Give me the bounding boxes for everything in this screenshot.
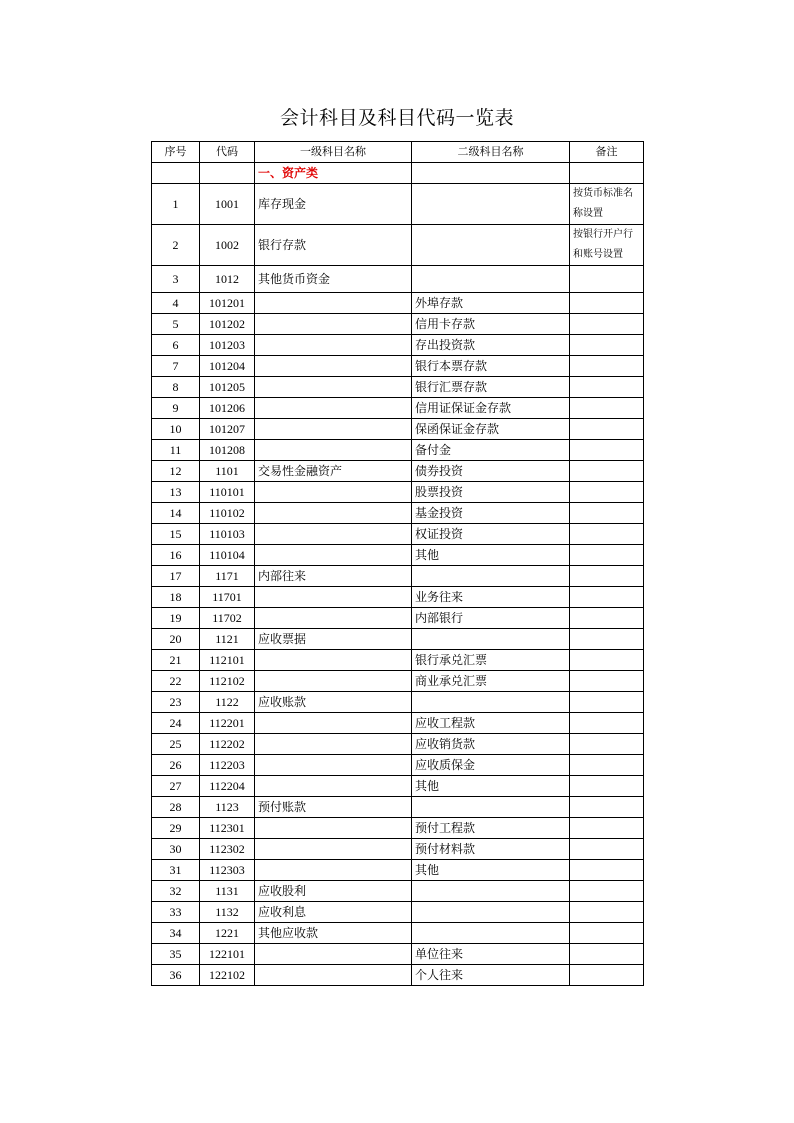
cell-level2: 应收销货款 [412,734,570,755]
cell-level1 [255,734,412,755]
cell-level2: 银行承兑汇票 [412,650,570,671]
cell-level2: 债券投资 [412,461,570,482]
cell-note [570,419,644,440]
cell-note [570,398,644,419]
cell-note: 按银行开户行和账号设置 [570,225,644,266]
cell-note [570,713,644,734]
cell-code: 112303 [200,860,255,881]
cell-code: 110104 [200,545,255,566]
cell-level2: 预付材料款 [412,839,570,860]
table-row [152,545,644,566]
cell-note [570,566,644,587]
table-row [152,755,644,776]
cell-note [570,163,644,184]
cell-code: 112204 [200,776,255,797]
table-row [152,671,644,692]
table-row [152,776,644,797]
cell-serial: 13 [152,482,200,503]
table-row [152,608,644,629]
cell-code: 1123 [200,797,255,818]
header-level2: 二级科目名称 [412,142,570,163]
cell-level2: 内部银行 [412,608,570,629]
cell-level2: 单位往来 [412,944,570,965]
cell-serial: 28 [152,797,200,818]
cell-code: 1001 [200,184,255,225]
cell-note [570,692,644,713]
table-row [152,398,644,419]
table-row [152,461,644,482]
cell-code: 101202 [200,314,255,335]
cell-level1: 库存现金 [255,184,412,225]
cell-level2: 银行汇票存款 [412,377,570,398]
cell-serial: 3 [152,266,200,293]
cell-code: 11701 [200,587,255,608]
table-row [152,881,644,902]
cell-serial: 18 [152,587,200,608]
table-row [152,650,644,671]
table-row [152,503,644,524]
cell-code: 122102 [200,965,255,986]
cell-level1: 应收股利 [255,881,412,902]
cell-level1 [255,671,412,692]
cell-level2: 其他 [412,776,570,797]
cell-note [570,776,644,797]
cell-serial: 16 [152,545,200,566]
cell-code: 1131 [200,881,255,902]
cell-code: 101203 [200,335,255,356]
cell-code: 112101 [200,650,255,671]
cell-level2 [412,629,570,650]
cell-level2: 商业承兑汇票 [412,671,570,692]
cell-note [570,293,644,314]
cell-serial: 2 [152,225,200,266]
cell-serial: 4 [152,293,200,314]
cell-serial: 25 [152,734,200,755]
cell-note [570,356,644,377]
cell-level2: 业务往来 [412,587,570,608]
cell-serial: 10 [152,419,200,440]
table-row [152,184,644,225]
section-label: 一、资产类 [255,163,412,184]
cell-serial: 33 [152,902,200,923]
cell-code: 1012 [200,266,255,293]
table-row [152,965,644,986]
cell-code: 101204 [200,356,255,377]
cell-level2: 应收质保金 [412,755,570,776]
cell-level1 [255,755,412,776]
cell-level2: 其他 [412,545,570,566]
cell-serial: 7 [152,356,200,377]
header-code: 代码 [200,142,255,163]
cell-note [570,650,644,671]
cell-level2 [412,881,570,902]
header-level1: 一级科目名称 [255,142,412,163]
cell-level1 [255,545,412,566]
cell-code: 101205 [200,377,255,398]
cell-serial: 29 [152,818,200,839]
cell-level1 [255,356,412,377]
cell-level1 [255,503,412,524]
cell-note [570,734,644,755]
cell-code: 112102 [200,671,255,692]
cell-serial: 6 [152,335,200,356]
cell-code: 1122 [200,692,255,713]
cell-code: 112301 [200,818,255,839]
cell-level1 [255,818,412,839]
cell-level2: 预付工程款 [412,818,570,839]
cell-level1: 预付账款 [255,797,412,818]
table-row [152,566,644,587]
table-row [152,377,644,398]
cell-code: 112302 [200,839,255,860]
cell-code: 110102 [200,503,255,524]
cell-level1 [255,839,412,860]
cell-serial: 35 [152,944,200,965]
table-row [152,266,644,293]
cell-code: 112202 [200,734,255,755]
cell-serial: 34 [152,923,200,944]
cell-note [570,377,644,398]
cell-level1 [255,377,412,398]
cell-serial: 8 [152,377,200,398]
cell-level2 [412,163,570,184]
cell-note [570,923,644,944]
cell-note [570,440,644,461]
cell-level2: 个人往来 [412,965,570,986]
cell-level1: 应收票据 [255,629,412,650]
cell-serial: 32 [152,881,200,902]
cell-level1 [255,524,412,545]
cell-serial: 1 [152,184,200,225]
cell-level1: 其他货币资金 [255,266,412,293]
cell-serial: 31 [152,860,200,881]
cell-level1 [255,398,412,419]
cell-level2: 基金投资 [412,503,570,524]
cell-level1 [255,314,412,335]
cell-note [570,797,644,818]
table-row [152,482,644,503]
cell-level1: 应收账款 [255,692,412,713]
account-code-table [151,141,644,986]
cell-serial: 12 [152,461,200,482]
cell-note [570,482,644,503]
cell-code: 1002 [200,225,255,266]
cell-level2: 备付金 [412,440,570,461]
cell-level1 [255,965,412,986]
cell-level2: 外埠存款 [412,293,570,314]
cell-serial: 5 [152,314,200,335]
cell-level2 [412,566,570,587]
cell-serial: 30 [152,839,200,860]
cell-level2 [412,797,570,818]
cell-serial: 11 [152,440,200,461]
cell-note [570,587,644,608]
cell-note [570,839,644,860]
table-row [152,524,644,545]
cell-note [570,524,644,545]
table-row [152,923,644,944]
cell-level1: 其他应收款 [255,923,412,944]
cell-note: 按货币标准名称设置 [570,184,644,225]
cell-serial: 19 [152,608,200,629]
cell-code: 101207 [200,419,255,440]
cell-level2 [412,266,570,293]
cell-level1: 内部往来 [255,566,412,587]
table-header-row [152,142,644,163]
cell-level1 [255,776,412,797]
cell-level2 [412,184,570,225]
cell-level2: 股票投资 [412,482,570,503]
cell-level1 [255,293,412,314]
cell-serial: 17 [152,566,200,587]
cell-level2 [412,692,570,713]
table-row [152,860,644,881]
cell-code: 101201 [200,293,255,314]
table-row [152,335,644,356]
table-row [152,629,644,650]
cell-note [570,266,644,293]
cell-level1 [255,860,412,881]
cell-code: 1121 [200,629,255,650]
cell-level1 [255,608,412,629]
cell-note [570,944,644,965]
section-row [152,163,644,184]
cell-serial: 22 [152,671,200,692]
cell-level2 [412,902,570,923]
cell-code: 101208 [200,440,255,461]
cell-note [570,671,644,692]
cell-code: 1101 [200,461,255,482]
cell-level1 [255,713,412,734]
cell-note [570,608,644,629]
cell-level2: 信用证保证金存款 [412,398,570,419]
cell-level1 [255,482,412,503]
table-row [152,818,644,839]
table-row [152,944,644,965]
cell-level2: 权证投资 [412,524,570,545]
cell-level2 [412,923,570,944]
cell-code: 122101 [200,944,255,965]
cell-note [570,818,644,839]
cell-level1 [255,944,412,965]
header-serial: 序号 [152,142,200,163]
table-row [152,797,644,818]
cell-serial: 21 [152,650,200,671]
table-row [152,692,644,713]
cell-level1: 交易性金融资产 [255,461,412,482]
table-row [152,293,644,314]
cell-level1 [255,419,412,440]
cell-level2: 应收工程款 [412,713,570,734]
cell-level1 [255,440,412,461]
cell-level1: 银行存款 [255,225,412,266]
cell-note [570,755,644,776]
cell-code: 112203 [200,755,255,776]
cell-serial: 14 [152,503,200,524]
cell-code: 11702 [200,608,255,629]
cell-level2: 银行本票存款 [412,356,570,377]
cell-level2: 信用卡存款 [412,314,570,335]
cell-serial: 27 [152,776,200,797]
cell-serial: 23 [152,692,200,713]
cell-code: 1221 [200,923,255,944]
header-note: 备注 [570,142,644,163]
cell-note [570,629,644,650]
table-row [152,839,644,860]
cell-level1 [255,335,412,356]
cell-note [570,545,644,566]
table-row [152,902,644,923]
cell-level2: 其他 [412,860,570,881]
table-row [152,314,644,335]
page-title: 会计科目及科目代码一览表 [279,107,514,129]
cell-note [570,314,644,335]
cell-code: 1171 [200,566,255,587]
cell-note [570,503,644,524]
table-row [152,419,644,440]
cell-serial: 36 [152,965,200,986]
table-row [152,734,644,755]
cell-serial: 20 [152,629,200,650]
table-row [152,225,644,266]
cell-code: 110103 [200,524,255,545]
table-row [152,356,644,377]
cell-note [570,881,644,902]
cell-level1 [255,650,412,671]
cell-note [570,335,644,356]
cell-code [200,163,255,184]
cell-note [570,902,644,923]
cell-code: 110101 [200,482,255,503]
cell-level2 [412,225,570,266]
cell-code: 1132 [200,902,255,923]
cell-note [570,965,644,986]
cell-serial: 15 [152,524,200,545]
cell-level1 [255,587,412,608]
cell-note [570,860,644,881]
cell-code: 101206 [200,398,255,419]
cell-serial: 26 [152,755,200,776]
cell-level2: 保函保证金存款 [412,419,570,440]
cell-note [570,461,644,482]
table-row [152,587,644,608]
cell-serial: 24 [152,713,200,734]
cell-serial: 9 [152,398,200,419]
cell-level1: 应收利息 [255,902,412,923]
cell-code: 112201 [200,713,255,734]
table-row [152,440,644,461]
table-row [152,713,644,734]
cell-level2: 存出投资款 [412,335,570,356]
cell-serial [152,163,200,184]
